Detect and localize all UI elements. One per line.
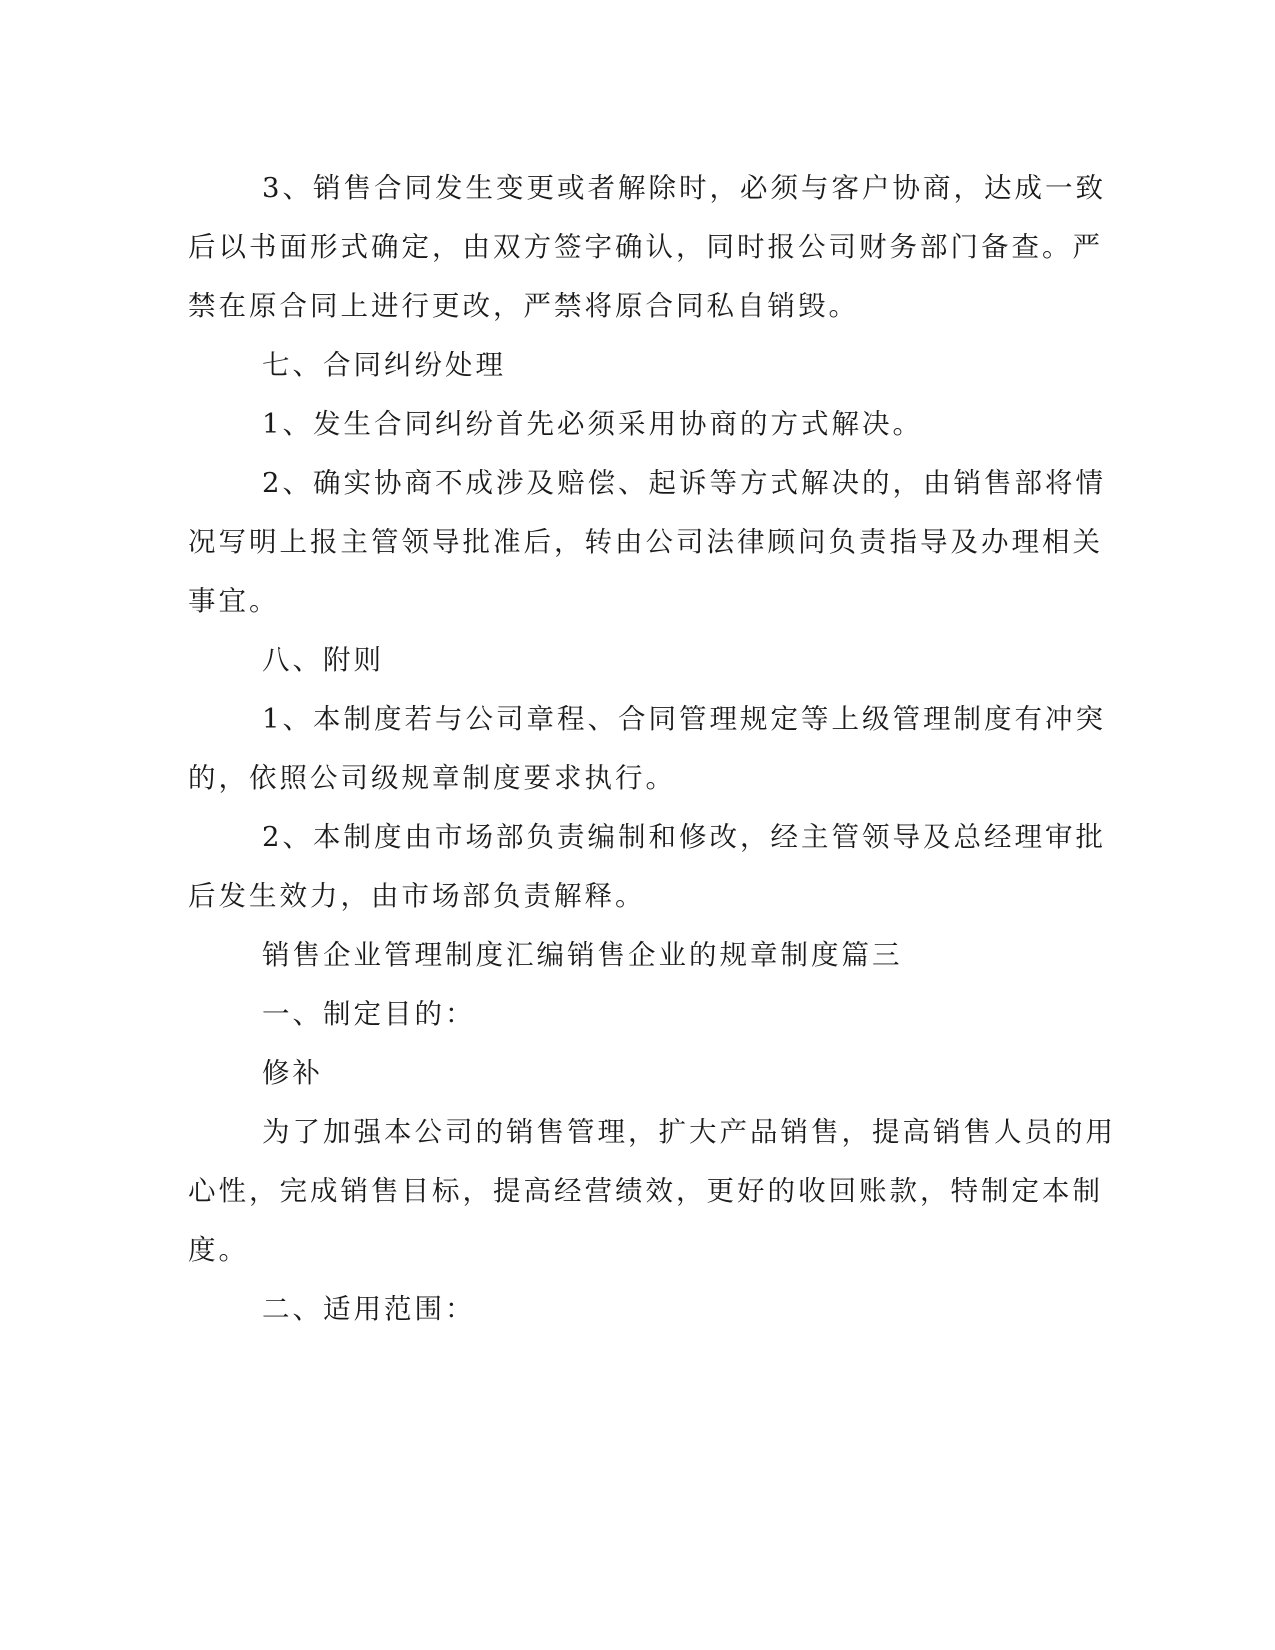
section-heading: 二、适用范围： xyxy=(262,1293,476,1325)
paragraph-line: 后发生效力，由市场部负责解释。 xyxy=(188,880,646,912)
section-heading: 七、合同纠纷处理 xyxy=(262,349,506,381)
paragraph-line: 的，依照公司级规章制度要求执行。 xyxy=(188,762,676,794)
paragraph-line: 事宜。 xyxy=(188,585,280,617)
paragraph-line: 1、发生合同纠纷首先必须采用协商的方式解决。 xyxy=(262,408,923,440)
section-heading: 八、附则 xyxy=(262,644,384,676)
paragraph-line: 况写明上报主管领导批准后，转由公司法律顾问负责指导及办理相关 xyxy=(188,526,1103,558)
paragraph-line: 2、本制度由市场部负责编制和修改，经主管领导及总经理审批 xyxy=(262,821,1106,853)
paragraph-line: 为了加强本公司的销售管理，扩大产品销售，提高销售人员的用 xyxy=(262,1116,1116,1148)
paragraph-line: 修补 xyxy=(262,1057,323,1089)
paragraph-line: 度。 xyxy=(188,1234,249,1266)
paragraph-line: 心性，完成销售目标，提高经营绩效，更好的收回账款，特制定本制 xyxy=(188,1175,1103,1207)
paragraph-line: 后以书面形式确定，由双方签字确认，同时报公司财务部门备查。严 xyxy=(188,231,1103,263)
section-heading: 一、制定目的： xyxy=(262,998,476,1030)
paragraph-line: 1、本制度若与公司章程、合同管理规定等上级管理制度有冲突 xyxy=(262,703,1106,735)
article-title: 销售企业管理制度汇编销售企业的规章制度篇三 xyxy=(262,939,903,971)
paragraph-line: 2、确实协商不成涉及赔偿、起诉等方式解决的，由销售部将情 xyxy=(262,467,1106,499)
paragraph-line: 禁在原合同上进行更改，严禁将原合同私自销毁。 xyxy=(188,290,859,322)
paragraph-line: 3、销售合同发生变更或者解除时，必须与客户协商，达成一致 xyxy=(262,172,1106,204)
